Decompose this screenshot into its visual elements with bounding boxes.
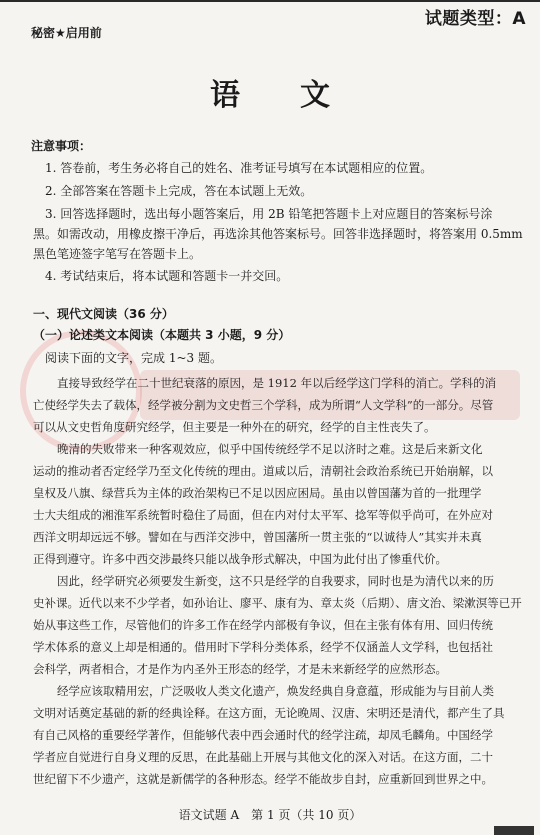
exam-title: 语 文: [210, 78, 330, 113]
note-item-1: 1. 答卷前，考生务必将自己的姓名、准考证号填写在本试题相应的位置。: [45, 161, 433, 175]
paper-type-label: 试题类型：A: [424, 9, 526, 29]
article-line: 学术体系的意义上却是相通的。借用时下学科分类体系，经学不仅涵盖人文学科，也包括社: [33, 640, 493, 654]
article-line: 西洋文明却远远不够。譬如在与西洋交涉中，曾国藩所一贯主张的“以诚待人”其实并未真: [33, 530, 482, 544]
note-item-3-cont: 黑。如需改动，用橡皮擦干净后，再选涂其他答案标号。回答非选择题时，将答案用 0.5mm: [33, 227, 523, 241]
article-line: 文明对话奠定基础的新的经典诠释。在这方面，无论晚周、汉唐、宋明还是清代，都产生了具: [33, 706, 505, 720]
corner-mark: [494, 826, 534, 835]
article-line: 世纪留下不少遗产，这就是新儒学的各种形态。经学不能故步自封，应重新回到世界之中。: [33, 772, 493, 786]
article-line: 正得到遵守。许多中西交涉最终只能以战争形式解决，中国为此付出了惨重代价。: [33, 552, 447, 566]
note-item-3: 3. 回答选择题时，选出每小题答案后，用 2B 铅笔把答题卡上对应题目的答案标号涂: [45, 207, 493, 221]
article-line: 始从事这些工作，尽管他们的许多工作在经学内部极有争议，但在主张有体有用、回归传统: [33, 618, 493, 632]
article-line: 运动的推动者否定经学乃至文化传统的理由。道咸以后，清朝社会政治系统已开始崩解，以: [33, 464, 493, 478]
article-line: 有自己风格的重要经学著作，但能够代表中西会通时代的经学注疏，却凤毛麟角。中国经学: [33, 728, 493, 742]
article-line: 因此，经学研究必须要发生新变，这不只是经学的自我要求，同时也是为清代以来的历: [57, 574, 494, 588]
page-footer: 语文试题 A 第 1 页（共 10 页）: [178, 808, 362, 822]
notes-heading: 注意事项：: [31, 139, 92, 153]
article-line: 直接导致经学在二十世纪衰落的原因，是 1912 年以后经学这门学科的消亡。学科的消: [57, 376, 497, 390]
reading-instruction: 阅读下面的文字，完成 1~3 题。: [45, 351, 222, 365]
note-item-3-cont2: 黑色笔迹签字笔写在答题卡上。: [33, 247, 202, 261]
article-line: 学者应自觉进行自身义理的反思，在此基础上开展与其他文化的深入对话。在这方面，二十: [33, 750, 493, 764]
article-line: 会科学，两者相合，才是作为内圣外王形态的经学，才是未来新经学的应然形态。: [33, 662, 447, 676]
section-heading: 一、现代文阅读（36 分）: [33, 307, 174, 321]
subsection-heading: （一）论述类文本阅读（本题共 3 小题，9 分）: [33, 328, 291, 342]
top-rule: [0, 0, 540, 2]
note-item-4: 4. 考试结束后，将本试题和答题卡一并交回。: [45, 269, 289, 283]
article-body: [33, 372, 523, 790]
confidential-label: 秘密★启用前: [31, 26, 102, 40]
note-item-2: 2. 全部答案在答题卡上完成，答在本试题上无效。: [45, 184, 313, 198]
article-line: 皇权及八旗、绿营兵为主体的政治架构已不足以因应困局。虽由以曾国藩为首的一批理学: [33, 486, 482, 500]
article-line: 晚清的失败带来一种客观效应，似乎中国传统经学不足以济时之难。这是后来新文化: [57, 442, 483, 456]
article-line: 经学应该取精用宏，广泛吸收人类文化遗产，焕发经典自身意蕴，形成能为与目前人类: [57, 684, 494, 698]
article-line: 士大夫组成的湘淮军系统暂时稳住了局面，但在内对付太平军、捻军等似乎尚可，在外应对: [33, 508, 493, 522]
article-line: 可以从文史哲角度研究经学，但主要是一种外在的研究，经学的自主性丧失了。: [33, 420, 436, 434]
article-line: 亡使经学失去了载体，经学被分割为文史哲三个学科，成为所谓“人文学科”的一部分。尽管: [33, 398, 494, 412]
article-line: 史补课。近代以来不少学者，如孙诒让、廖平、康有为、章太炎（后期）、唐文治、梁漱溟等已开: [33, 596, 522, 610]
